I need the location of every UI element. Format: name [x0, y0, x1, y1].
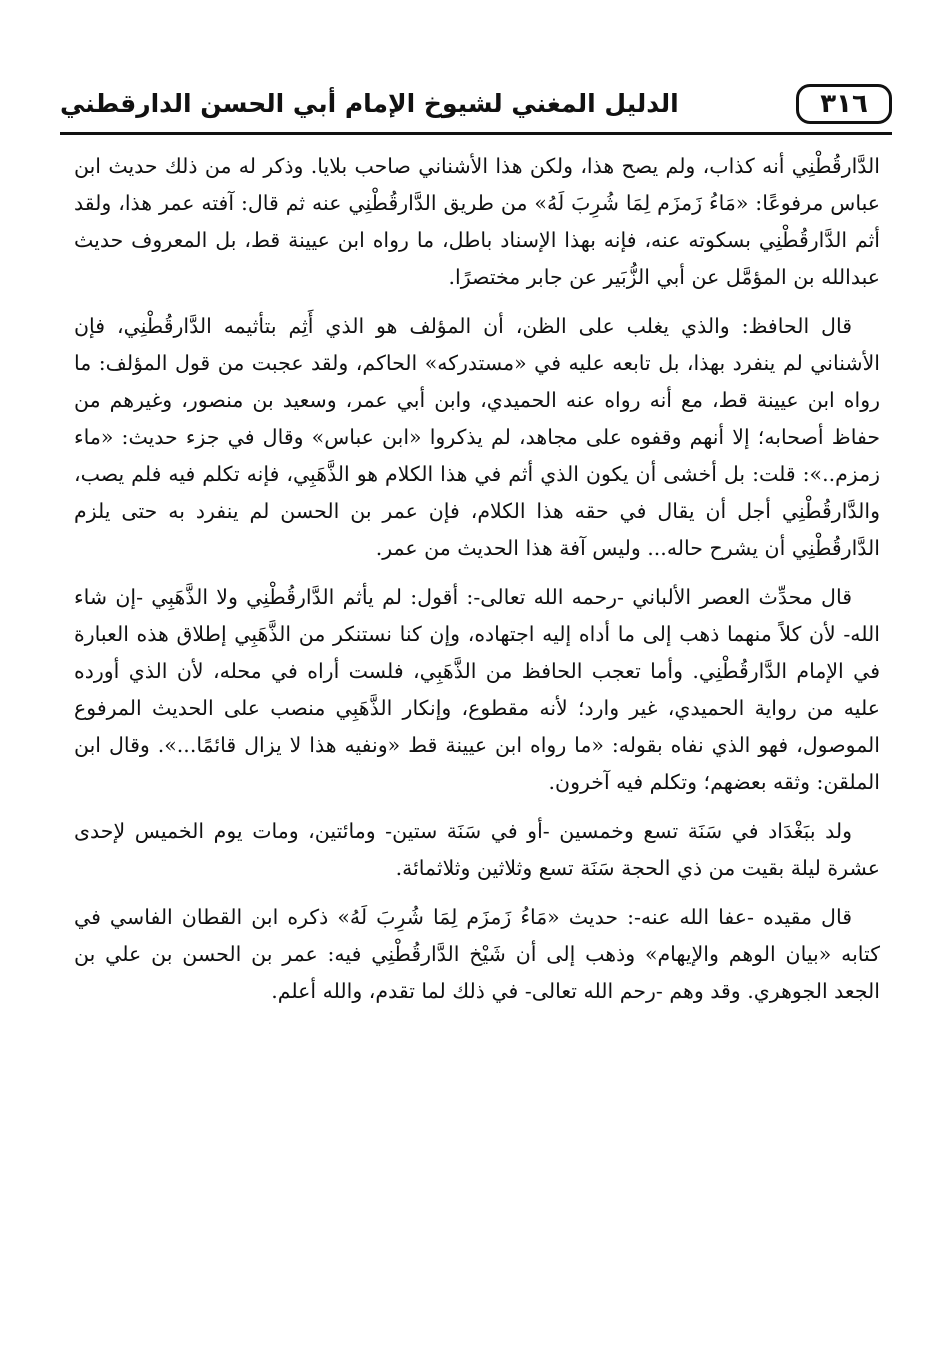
paragraph-4: ولد ببَغْدَاد في سَنَة تسع وخمسين -أو في سَنَة ستين- ومائتين، ومات يوم الخميس لإحدى عشرة ليلة بقيت من ذي الحجة سَنَة تسع وثلاثين وثلاثمائة.: [74, 819, 880, 880]
paragraph-2: قال الحافظ: والذي يغلب على الظن، أن المؤلف هو الذي أَثِم بتأثيمه الدَّارقُطْنِي، فإن الأشناني لم ينفرد بهذا، بل تابعه عليه في «مستدركه» الحاكم، ولقد عجبت من قول المؤلف: ما رواه ابن عيينة قط، مع أنه رواه عنه الحميدي، وابن أبي عمر، وسعيد بن منصور، وغيرهم من حفاظ أصحابه؛ إلا أنهم وقفوه على مجاهد، لم يذكروا «ابن عباس» وقال في جزء حديث: «ماء زمزم..»: قلت: بل أخشى أن يكون الذي أثم في هذا الكلام هو الذَّهَبِي، فإنه تكلم فيه فلم يصب، والدَّارقُطْنِي أجل أن يقال في حقه هذا الكلام، فإن عمر بن الحسن لم ينفرد به حتى يلزم الدَّارقُطْنِي أن يشرح حاله... وليس آفة هذا الحديث من عمر.: [74, 314, 880, 560]
page-header: [60, 82, 892, 134]
paragraph-3: قال محدِّث العصر الألباني -رحمه الله تعالى-: أقول: لم يأثم الدَّارقُطْنِي ولا الذَّهَبِي -إن شاء الله- لأن كلاً منهما ذهب إلى ما أداه إليه اجتهاده، وإن كنا نستنكر من الذَّهَبِي إطلاق هذه العبارة في الإمام الدَّارقُطْنِي. وأما تعجب الحافظ من الذَّهَبِي، فلست أراه في محله، لأن الذي أورده عليه من رواية الحميدي، غير وارد؛ لأنه مقطوع، وإنكار الذَّهَبِي منصب على الحديث المرفوع الموصول، فهو الذي نفاه بقوله: «ما رواه ابن عيينة قط «ونفيه هذا لا يزال قائمًا...». وقال ابن الملقن: وثقه بعضهم؛ وتكلم فيه آخرون.: [74, 585, 880, 794]
paragraph-5: قال مقيده -عفا الله عنه-: حديث «مَاءُ زَمزَم لِمَا شُرِبَ لَهُ» ذكره ابن القطان الفاسي في كتابه «بيان الوهم والإيهام» وذهب إلى أن شَيْخ الدَّارقُطْنِي فيه: عمر بن الحسن بن علي بن الجعد الجوهري. وقد وهم -رحم الله تعالى- في ذلك لما تقدم، والله أعلم.: [74, 905, 880, 1003]
page-body: [74, 148, 880, 1022]
running-title: الدليل المغني لشيوخ الإمام أبي الحسن الدارقطني: [60, 89, 679, 118]
page-number-frame: [796, 84, 892, 124]
header-divider: [60, 132, 892, 135]
page-number: ٣١٦: [820, 89, 868, 119]
paragraph-1: الدَّارقُطْنِي أنه كذاب، ولم يصح هذا، ولكن هذا الأشناني صاحب بلايا. وذكر له من ذلك حديث ابن عباس مرفوعًا: «مَاءُ زَمزَم لِمَا شُرِبَ لَهُ» من طريق الدَّارقُطْنِي عنه ثم قال: آفته عمر هذا، ولقد أثم الدَّارقُطْنِي بسكوته عنه، فإنه بهذا الإسناد باطل، ما رواه ابن عيينة قط، بل المعروف حديث عبدالله بن المؤمَّل عن أبي الزُّبَير عن جابر مختصرًا.: [74, 154, 880, 289]
